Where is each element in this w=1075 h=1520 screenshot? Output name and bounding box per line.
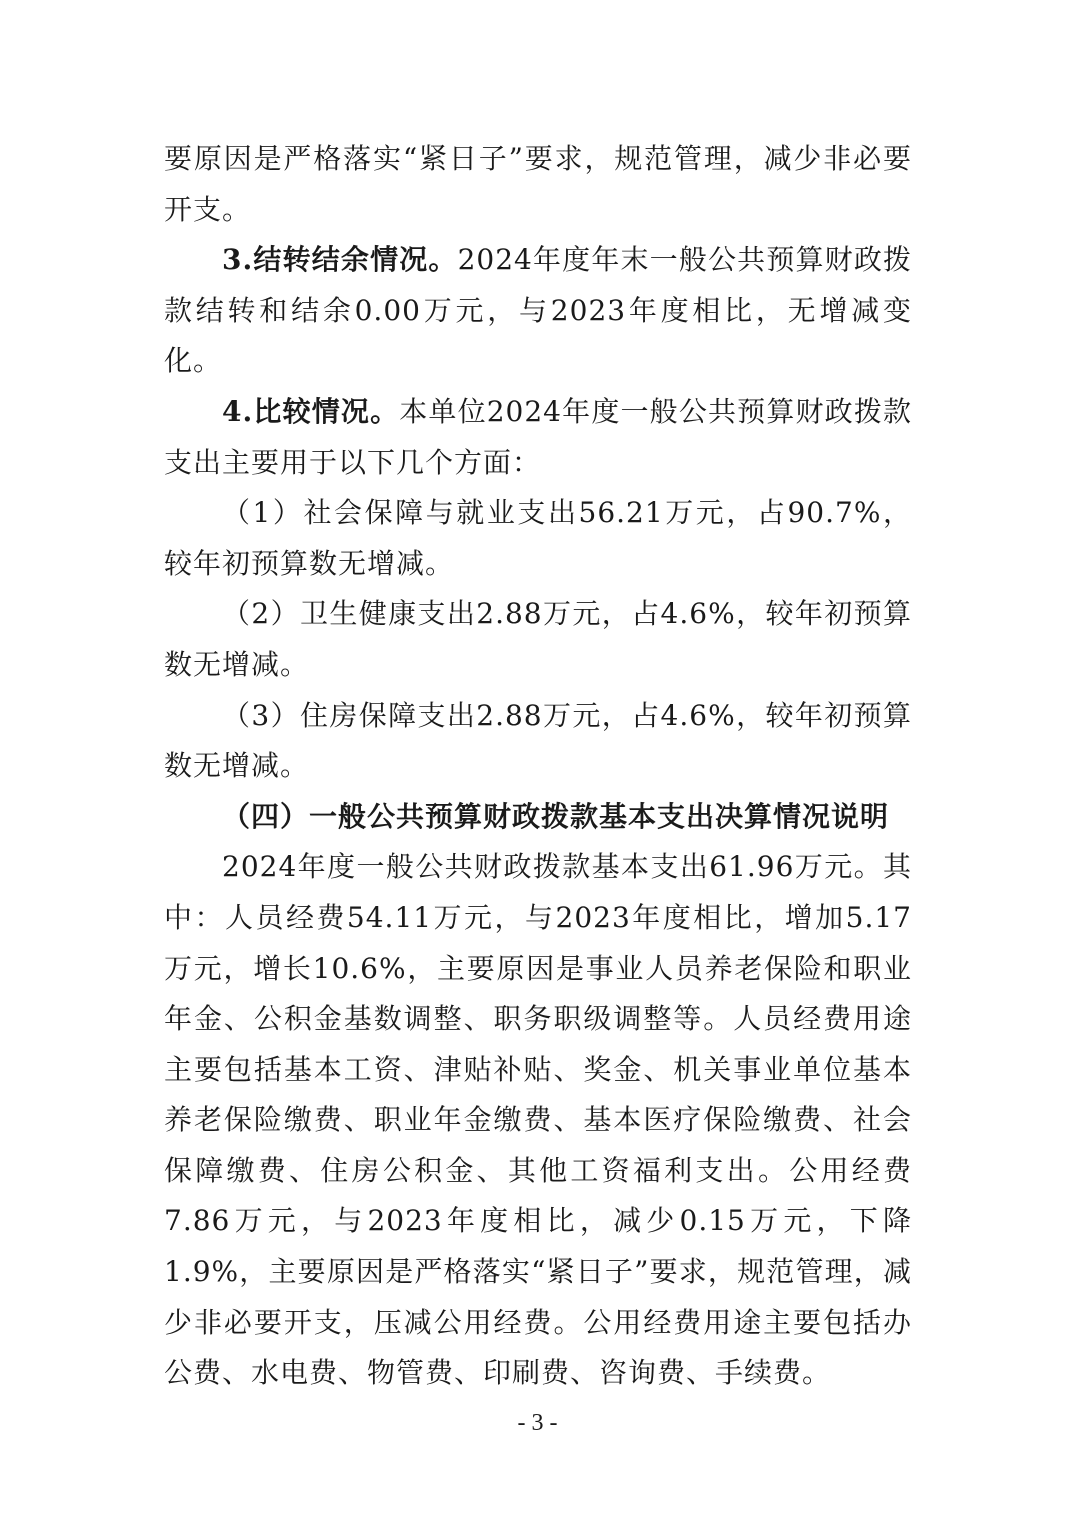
list-item-health: （2）卫生健康支出2.88万元，占4.6%，较年初预算数无增减。	[164, 597, 912, 681]
list-item-social-security: （1）社会保障与就业支出56.21万元，占90.7%，较年初预算数无增减。	[164, 496, 912, 580]
paragraph-continuation: 要原因是严格落实“紧日子”要求，规范管理，减少非必要开支。	[164, 142, 912, 226]
paragraph-comparison-heading: 4.比较情况。	[222, 394, 400, 428]
section-body: 2024年度一般公共财政拨款基本支出61.96万元。其中：人员经费54.11万元，与2023年度相比，增加5.17万元，增长10.6%，主要原因是事业人员养老保险和职业年金、公积金基数调整、职务职级调整等。人员经费用途主要包括基本工资、津贴补贴、奖金、机关事业单位基本养老保险缴费、职业年金缴费、基本医疗保险缴费、社会保障缴费、住房公积金、其他工资福利支出。公用经费7.86万元，与2023年度相比，减少0.15万元，下降1.9%，主要原因是严格落实“紧日子”要求，规范管理，减少非必要开支，压减公用经费。公用经费用途主要包括办公费、水电费、物管费、印刷费、咨询费、手续费。	[164, 850, 912, 1390]
paragraph-comparison	[164, 387, 912, 488]
paragraph-carryover	[164, 235, 912, 387]
list-item-housing: （3）住房保障支出2.88万元，占4.6%，较年初预算数无增减。	[164, 698, 912, 783]
document-body	[164, 134, 912, 1399]
paragraph-comparison-text: 本单位2024年度一般公共预算财政拨款支出主要用于以下几个方面：	[164, 394, 912, 479]
page-number: - 3 -	[517, 1410, 558, 1436]
paragraph-carryover-text: 2024年度年末一般公共预算财政拨款结转和结余0.00万元，与2023年度相比，无增减变化。	[164, 243, 913, 378]
section-heading: （四）一般公共预算财政拨款基本支出决算情况说明	[222, 799, 890, 833]
paragraph-carryover-heading: 3.结转结余情况。	[222, 243, 458, 277]
